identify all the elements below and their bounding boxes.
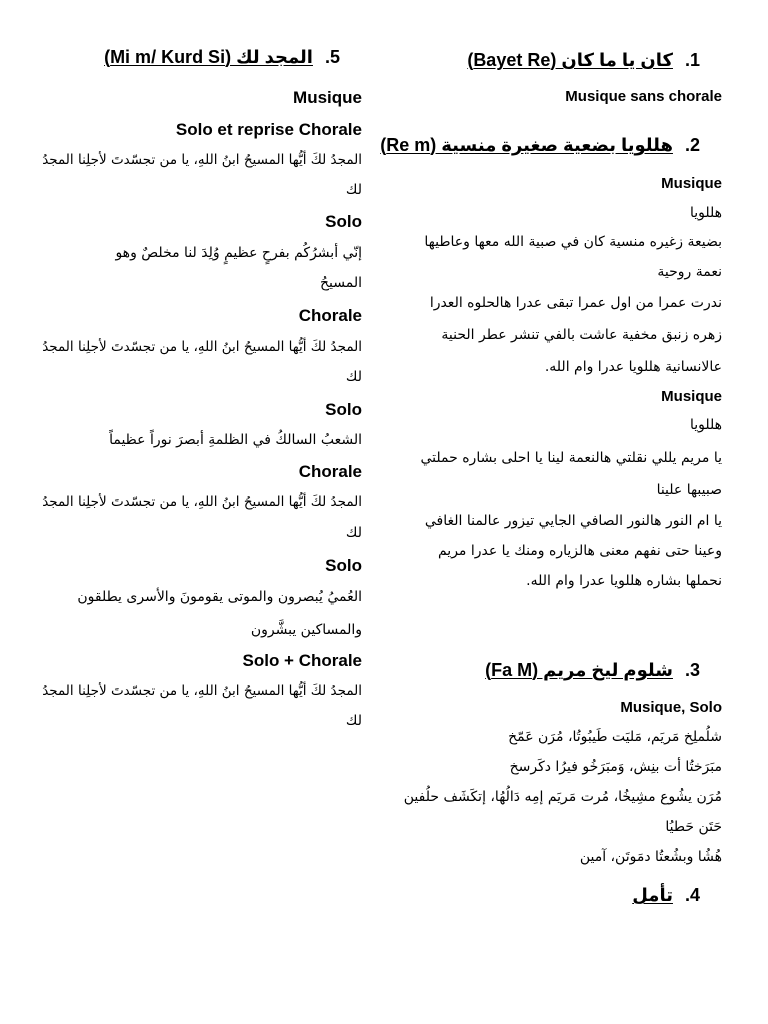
lyric-line: زهره زنبق مخفية عاشت بالفي تنشر عطر الحنية: [441, 327, 722, 343]
lyric-line: لك: [345, 713, 362, 729]
part-label: Solo: [325, 212, 362, 231]
lyric-line: صبيبها علينا: [656, 482, 722, 498]
part-label: Solo + Chorale: [242, 651, 362, 670]
lyric-line: مبَرَختُا أت بنِش، وَمبَرَخُو فيرُا دكَرسخ: [509, 759, 722, 775]
lyric-line: بضيعة زغيره منسية كان في صبية الله معها وعاطيها: [424, 234, 722, 250]
section-title: تأمل: [632, 885, 673, 905]
lyric-line: عالانسانية هللويا عدرا وام الله.: [544, 359, 722, 375]
lyric-line: نحملها بشاره هللويا عدرا وام الله.: [526, 573, 722, 589]
section-number: 4.: [684, 885, 700, 905]
part-label: Chorale: [298, 462, 362, 481]
lyric-line: المسيحُ: [320, 275, 362, 291]
section-title: شلوم ليخ مريم (Fa M): [485, 660, 673, 680]
lyric-line: نعمة روحية: [657, 264, 722, 280]
section-number: 3.: [684, 660, 700, 680]
lyric-line: ندرت عمرا من اول عمرا تبقى عدرا هالحلوه العدرا: [429, 295, 722, 311]
lyric-line: المجدُ لكَ أيُّها المسيحُ ابنُ اللهِ، يا من تجسّدتَ لأجلِنا المجدُ: [42, 339, 362, 355]
part-label: Chorale: [298, 306, 362, 325]
part-label: Musique sans chorale: [565, 88, 722, 105]
lyric-line: لك: [345, 369, 362, 385]
part-label: Musique, Solo: [620, 699, 722, 716]
part-label: Musique: [293, 88, 362, 107]
section-title: المجد لك (Mi m/ Kurd Si): [104, 47, 313, 67]
section-title: كان يا ما كان (Bayet Re): [467, 50, 673, 70]
lyric-line: المجدُ لكَ أيُّها المسيحُ ابنُ اللهِ، يا من تجسّدتَ لأجلِنا المجدُ: [42, 683, 362, 699]
part-label: Solo: [325, 400, 362, 419]
lyric-line: العُميُ يُبصرون والموتى يقومونَ والأسرى يطلقون: [77, 589, 362, 605]
lyric-line: حَتَن حَطيُا: [665, 819, 722, 835]
section-number: 2.: [684, 135, 700, 155]
lyric-line: يا مريم يللي نقلتي هالنعمة لينا يا احلى بشاره حملتي: [420, 450, 722, 466]
lyric-line: وعينا حتى نفهم معنى هالزياره ومنك يا عدرا مريم: [437, 543, 722, 559]
part-label: Musique: [661, 175, 722, 192]
lyric-line: هللويا: [689, 205, 722, 221]
section-number: 1.: [684, 50, 700, 70]
lyric-line: المجدُ لكَ أيُّها المسيحُ ابنُ اللهِ، يا من تجسّدتَ لأجلِنا المجدُ: [42, 152, 362, 168]
section-number: 5.: [324, 47, 340, 67]
section-title: هللويا بضعية صغيرة منسية (Re m): [380, 135, 673, 155]
lyric-line: يا ام النور هالنور الصافي الجايي تيزور عالمنا الغافي: [424, 513, 722, 529]
lyric-line: هُشُا وبشُعتُا دمَوتَن، آمين: [579, 849, 722, 865]
lyric-line: إنّي أبشرُكُم بفرحٍ عظيمٍ وُلِدَ لنا مخلصٌ وهو: [115, 245, 362, 261]
lyric-line: لك: [345, 182, 362, 198]
lyric-line: هللويا: [689, 417, 722, 433]
part-label: Solo: [325, 556, 362, 575]
lyric-line: مُرَن يشُوع مشِيخُا، مُرت مَريَم إمِه دَالُهُا، إتكَشَف حلُفين: [403, 789, 722, 805]
lyric-line: لك: [345, 525, 362, 541]
lyric-line: والمساكين يبشَّرون: [250, 622, 362, 638]
lyric-line: المجدُ لكَ أيُّها المسيحُ ابنُ اللهِ، يا من تجسّدتَ لأجلِنا المجدُ: [42, 494, 362, 510]
part-label: Solo et reprise Chorale: [175, 120, 362, 139]
section-heading-5: [20, 42, 340, 72]
lyric-line: الشعبُ السالكُ في الظلمةِ أبصرَ نوراً عظيماً: [109, 432, 362, 448]
part-label: Musique: [661, 388, 722, 405]
lyric-line: شلُملِخ مَريَم، مَليَت طَيبُوتُا، مُرَن عَمّخ: [508, 729, 722, 745]
